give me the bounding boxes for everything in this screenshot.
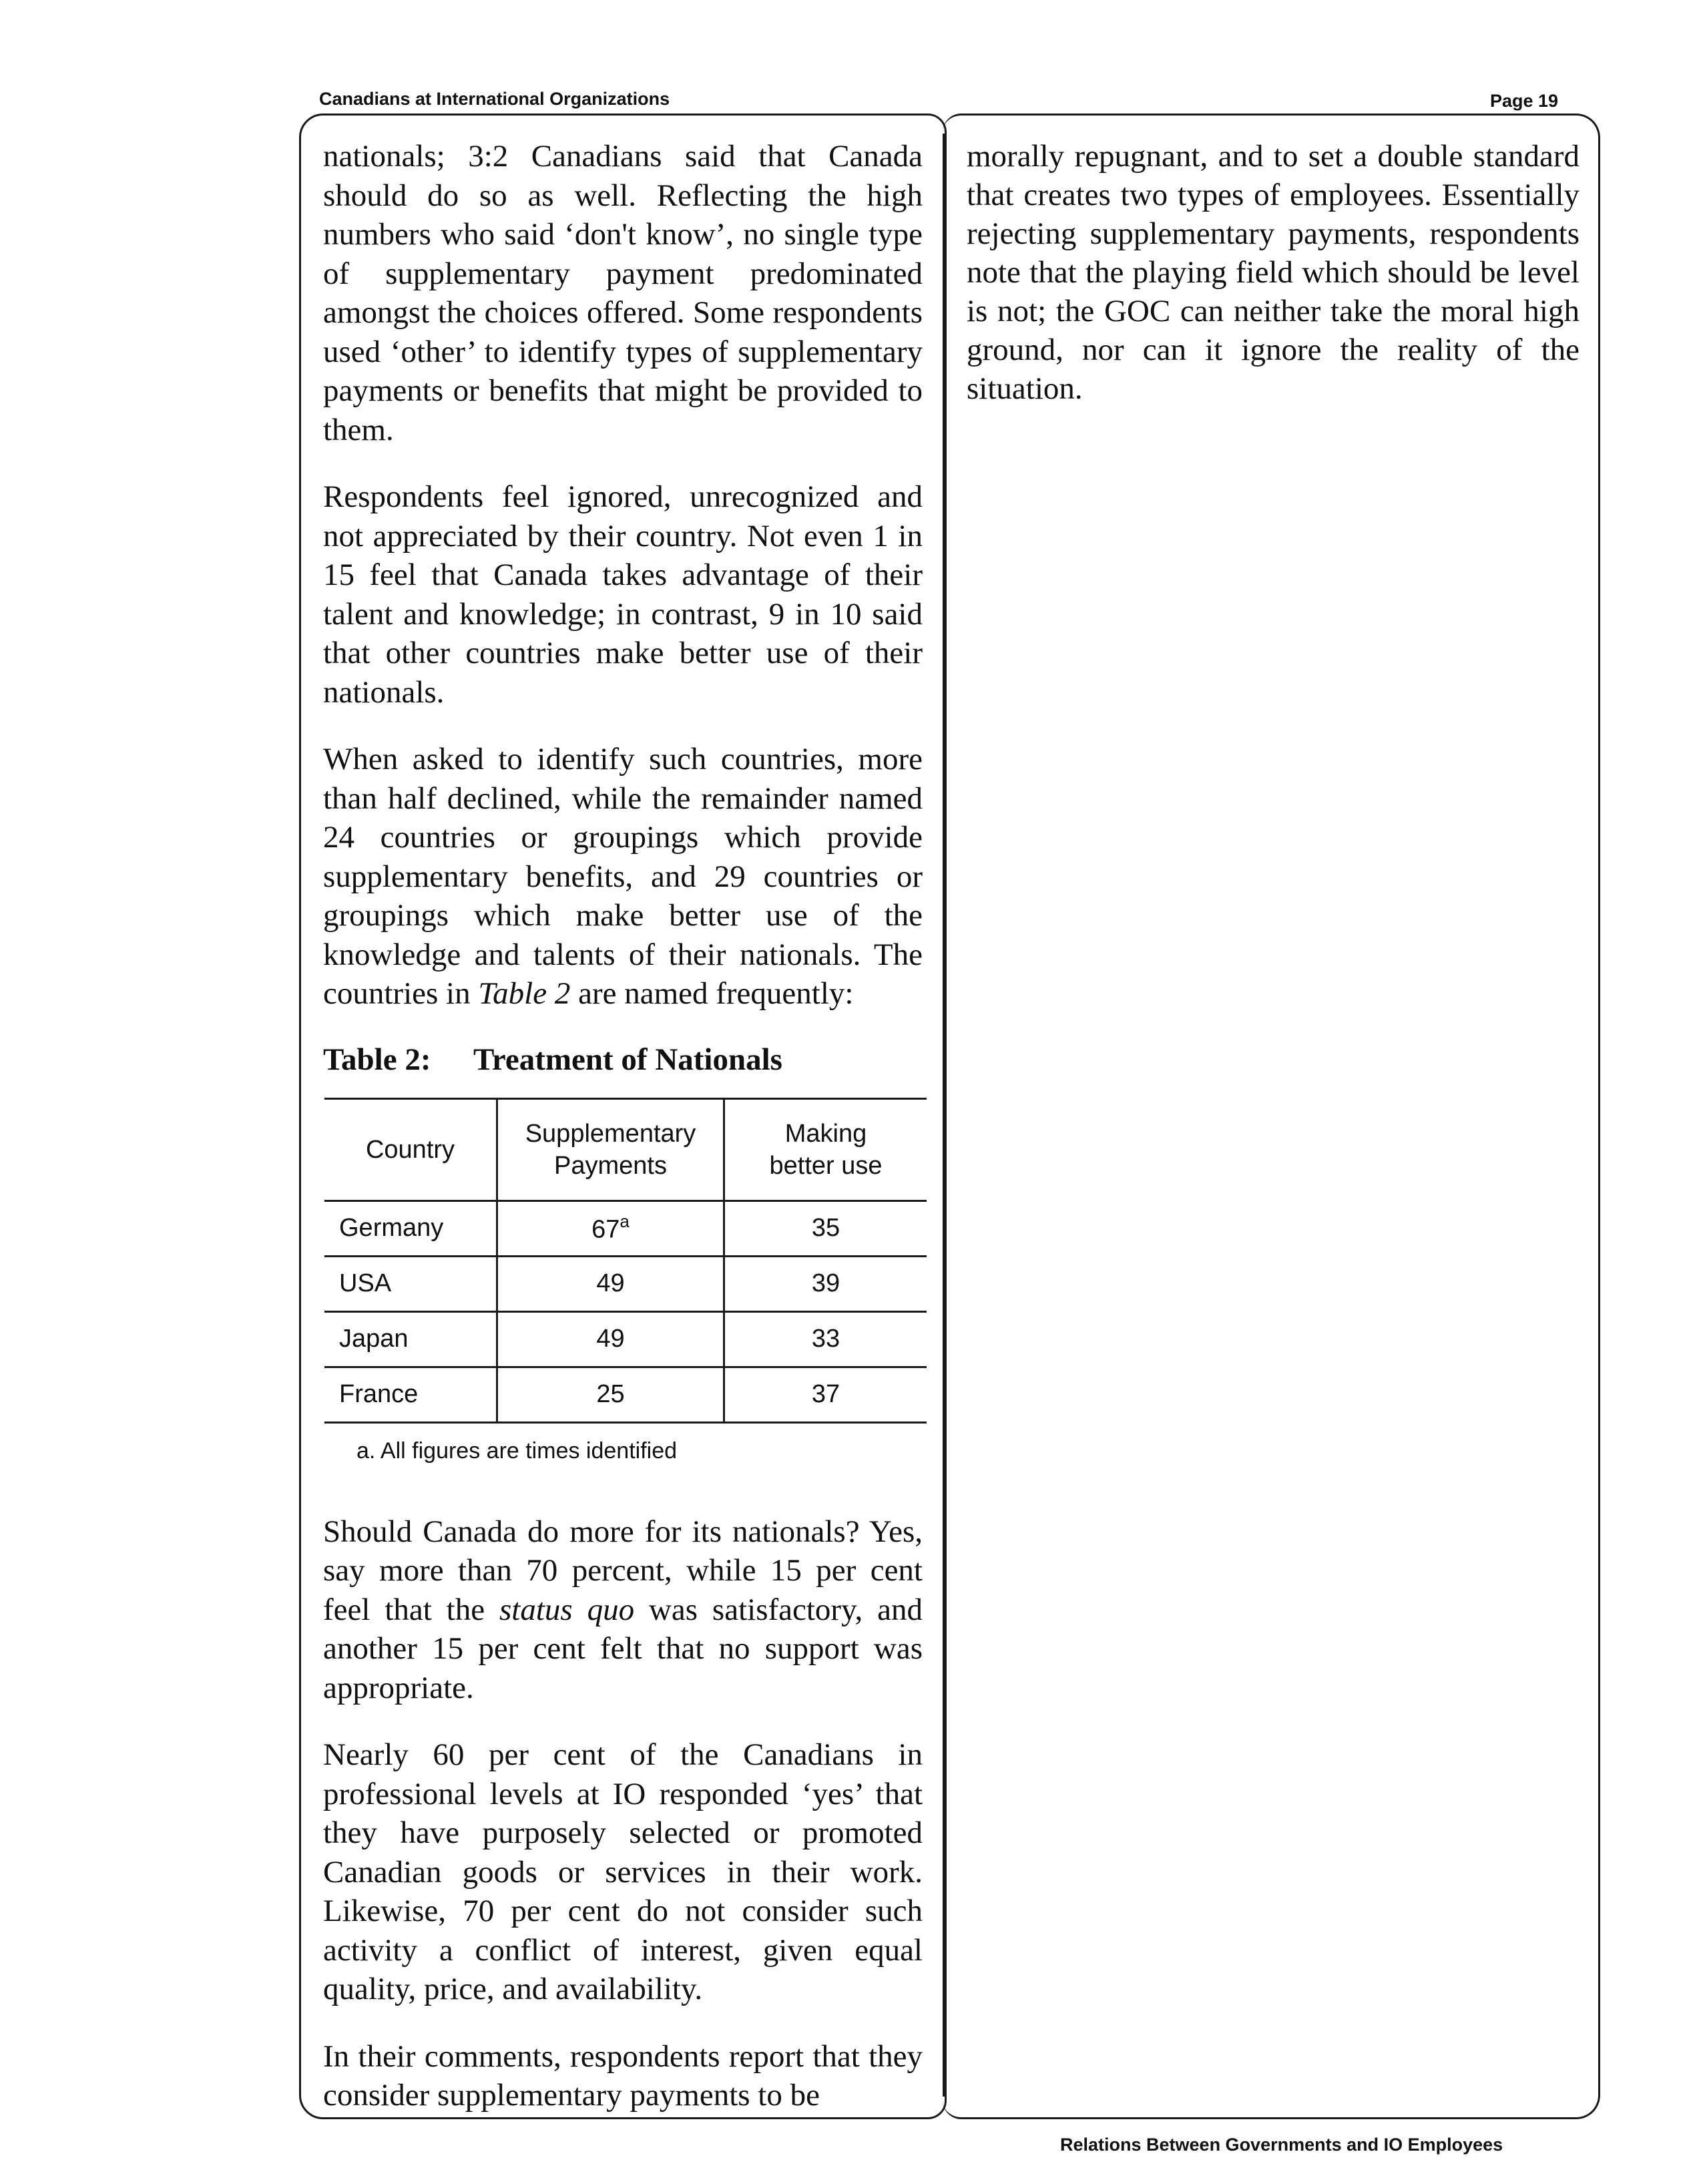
paragraph-canadian-goods: Nearly 60 per cent of the Canadians in professional levels at IO responded ‘yes’ that they have purposely selected or promoted Canadian goods or services in their work. Likewise, 70 per cent do not consider such activity a conflict of interest, given equal quality, price, and availability.: [323, 1737, 923, 2006]
table-row: [324, 1367, 927, 1422]
paragraph-identify-countries: When asked to identify such countries, more than half declined, while the remainder named 24 countries or groupings which provide supplementary benefits, and 29 countries or groupings which make better use of the knowledge and talents of their nationals. The countries in Table 2 are named frequently:: [323, 742, 923, 1011]
cell-country: USA: [324, 1256, 497, 1311]
cell-better-use: 33: [724, 1311, 927, 1367]
header-country: Country: [324, 1098, 497, 1200]
cell-better-use: 39: [724, 1256, 927, 1311]
table-footnote: a. All figures are times identified: [356, 1438, 678, 1464]
table-header-row: [324, 1098, 927, 1200]
table-reference: Table 2: [478, 976, 571, 1011]
cell-better-use: 35: [724, 1200, 927, 1256]
paragraph-respondents-ignored: Respondents feel ignored, unrecognized and not appreciated by their country. Not even 1 in 15 feel that Canada takes advantage of their talent and knowledge; in contrast, 9 in 10 said that other countries make better use of their nationals.: [323, 479, 923, 710]
cell-supplementary: 49: [497, 1311, 724, 1367]
table-row: [324, 1256, 927, 1311]
cell-supplementary: 49: [497, 1256, 724, 1311]
paragraph-should-canada-do-more: Should Canada do more for its nationals? Yes, say more than 70 percent, while 15 per cent feel that the status quo was satisfactory, and another 15 per cent felt that no support was appropriate.: [323, 1514, 923, 1705]
running-header-title: Canadians at International Organizations: [319, 89, 670, 109]
header-supplementary-payments: Supplementary Payments: [497, 1098, 724, 1200]
table-title: Treatment of Nationals: [473, 1042, 782, 1077]
table-row: [324, 1200, 927, 1256]
cell-country: France: [324, 1367, 497, 1422]
cell-country: Germany: [324, 1200, 497, 1256]
paragraph-supplementary-payments: nationals; 3:2 Canadians said that Canada should do so as well. Reflecting the high numbers who said ‘don't know’, no single type of supplementary payment predominated amongst the choices offered. Some respondents used ‘other’ to identify types of supplementary payments or benefits that might be provided to them.: [323, 139, 923, 447]
paragraph-morally-repugnant: morally repugnant, and to set a double standard that creates two types of employees. Essentially rejecting supplementary payments, respondents note that the playing field which should be level is not; the GOC can neither take the moral high ground, nor can it ignore the reality of the situation.: [967, 139, 1579, 406]
treatment-of-nationals-table: [324, 1098, 927, 1424]
header-making-better-use: Making better use: [724, 1098, 927, 1200]
cell-country: Japan: [324, 1311, 497, 1367]
page-number: Page 19: [1490, 91, 1559, 111]
cell-supplementary: 25: [497, 1367, 724, 1422]
left-column: [323, 137, 923, 2143]
table-row: [324, 1311, 927, 1367]
table-number: Table 2:: [323, 1042, 431, 1077]
right-column: [967, 137, 1579, 436]
footnote-marker: a: [620, 1211, 630, 1231]
cell-better-use: 37: [724, 1367, 927, 1422]
table-caption: [323, 1042, 923, 1078]
cell-supplementary: 67$^a$: [497, 1200, 724, 1256]
column-divider: [943, 134, 945, 2097]
running-footer: Relations Between Governments and IO Employees: [1060, 2135, 1503, 2155]
status-quo-term: status quo: [499, 1592, 635, 1627]
paragraph-comments: In their comments, respondents report that they consider supplementary payments to be: [323, 2038, 923, 2113]
